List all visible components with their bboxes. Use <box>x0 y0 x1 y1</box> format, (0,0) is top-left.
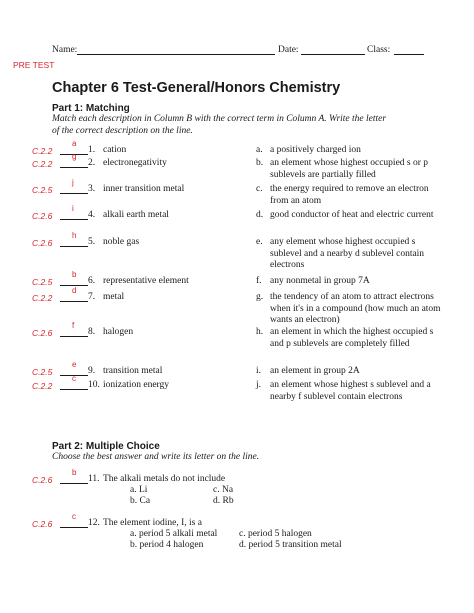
item-number: 2. <box>88 158 96 168</box>
part1-heading: Part 1: Matching <box>52 103 130 114</box>
standard-code: C.2.2 <box>32 293 53 303</box>
answer-option: b. period 4 halogen <box>130 540 204 550</box>
description-letter: j. <box>256 380 262 390</box>
description-text: the energy required to remove an electron from an atom <box>270 184 429 206</box>
term-label: metal <box>103 292 125 302</box>
date-field[interactable] <box>301 45 365 55</box>
name-label: Name: <box>52 45 78 55</box>
term-label: noble gas <box>103 237 140 247</box>
handwritten-answer: d <box>72 286 77 295</box>
handwritten-answer: i <box>72 204 74 213</box>
handwritten-answer: c <box>72 512 76 521</box>
term-label: ionization energy <box>103 380 170 390</box>
handwritten-answer: a <box>72 139 77 148</box>
answer-option: d. period 5 transition metal <box>239 540 342 550</box>
standard-code: C.2.6 <box>32 328 53 338</box>
pretest-note: PRE TEST <box>13 60 55 70</box>
term-label: transition metal <box>103 366 163 376</box>
description-text: a positively charged ion <box>270 145 361 155</box>
page-title: Chapter 6 Test-General/Honors Chemistry <box>52 80 341 96</box>
class-field[interactable] <box>394 45 424 55</box>
description-letter: e. <box>256 237 263 247</box>
handwritten-answer: j <box>72 178 74 187</box>
item-number: 1. <box>88 145 96 155</box>
handwritten-answer: e <box>72 360 77 369</box>
description-text: any nonmetal in group 7A <box>270 276 370 286</box>
description-letter: f. <box>256 276 262 286</box>
standard-code: C.2.2 <box>32 381 53 391</box>
description-text: an element in which the highest occupied s and p sublevels are completely filled <box>270 327 434 349</box>
class-label: Class: <box>367 45 391 55</box>
answer-option: b. Ca <box>130 496 151 506</box>
description-letter: d. <box>256 210 264 220</box>
description-text: the tendency of an atom to attract electrons when it's in a compound (how much an atom wants an electron) <box>270 292 441 325</box>
term-label: alkali earth metal <box>103 210 169 220</box>
description-text: an element whose highest s sublevel and a nearby f sublevel contain electrons <box>270 380 431 402</box>
standard-code: C.2.2 <box>32 146 53 156</box>
term-label: cation <box>103 145 127 155</box>
standard-code: C.2.2 <box>32 159 53 169</box>
answer-option: c. Na <box>213 485 234 495</box>
handwritten-answer: c <box>72 374 76 383</box>
standard-code: C.2.6 <box>32 211 53 221</box>
item-number: 5. <box>88 237 96 247</box>
handwritten-answer: f <box>72 321 75 330</box>
term-label: electronegativity <box>103 158 167 168</box>
description-text: any element whose highest occupied s sublevel and a nearby d sublevel contain electrons <box>270 237 425 270</box>
standard-code: C.2.6 <box>32 238 53 248</box>
answer-option: a. Li <box>130 485 148 495</box>
description-letter: g. <box>256 292 264 302</box>
description-text: good conductor of heat and electric current <box>270 210 434 220</box>
standard-code: C.2.6 <box>32 475 53 485</box>
description-letter: a. <box>256 145 263 155</box>
description-text: an element in group 2A <box>270 366 360 376</box>
answer-blank[interactable] <box>60 210 88 220</box>
answer-option: c. period 5 halogen <box>239 529 312 539</box>
handwritten-answer: g <box>72 152 77 161</box>
answer-option: a. period 5 alkali metal <box>130 529 218 539</box>
standard-code: C.2.5 <box>32 185 53 195</box>
answer-blank[interactable] <box>60 184 88 194</box>
question-text: The element iodine, I, is a <box>103 518 202 528</box>
term-label: inner transition metal <box>103 184 185 194</box>
item-number: 3. <box>88 184 96 194</box>
standard-code: C.2.5 <box>32 277 53 287</box>
question-number: 12. <box>88 518 100 528</box>
question-text: The alkali metals do not include <box>103 474 226 484</box>
description-letter: i. <box>256 366 262 376</box>
item-number: 10. <box>88 380 100 390</box>
item-number: 7. <box>88 292 96 302</box>
standard-code: C.2.5 <box>32 367 53 377</box>
term-label: halogen <box>103 327 134 337</box>
description-letter: c. <box>256 184 263 194</box>
answer-option: d. Rb <box>213 496 234 506</box>
description-letter: b. <box>256 158 264 168</box>
item-number: 8. <box>88 327 96 337</box>
part2-heading: Part 2: Multiple Choice <box>52 441 160 452</box>
question-number: 11. <box>88 474 100 484</box>
name-field[interactable] <box>77 45 275 55</box>
handwritten-answer: b <box>72 468 77 477</box>
description-letter: h. <box>256 327 264 337</box>
date-label: Date: <box>278 45 299 55</box>
item-number: 9. <box>88 366 96 376</box>
item-number: 6. <box>88 276 96 286</box>
handwritten-answer: b <box>72 270 77 279</box>
handwritten-answer: h <box>72 231 77 240</box>
item-number: 4. <box>88 210 96 220</box>
part1-instructions: Match each description in Column B with the correct term in Column A. Write the letter of the correct description on the line. <box>52 114 387 136</box>
part2-instructions: Choose the best answer and write its letter on the line. <box>52 452 260 462</box>
standard-code: C.2.6 <box>32 519 53 529</box>
description-text: an element whose highest occupied s or p sublevels are partially filled <box>270 158 429 180</box>
term-label: representative element <box>103 276 189 286</box>
